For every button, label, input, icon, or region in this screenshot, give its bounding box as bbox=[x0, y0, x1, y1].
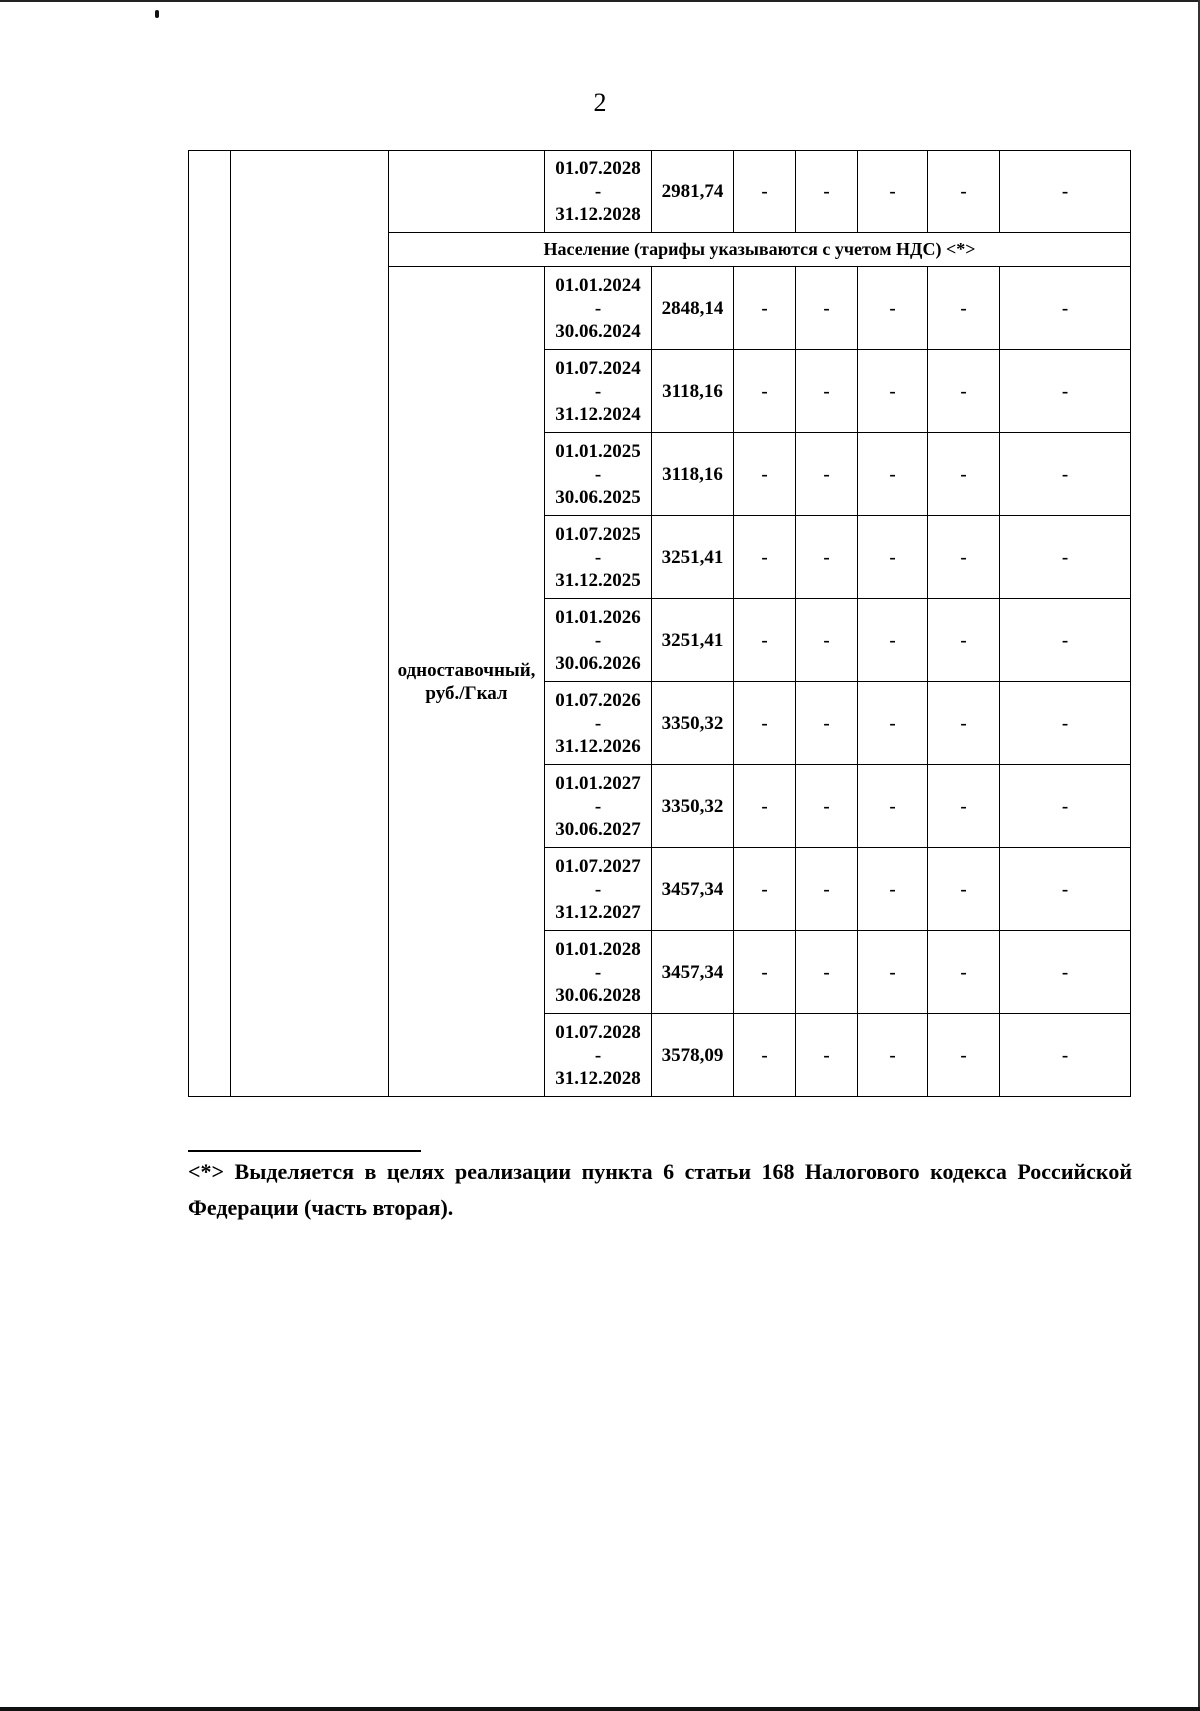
period-cell bbox=[545, 151, 652, 233]
dash-cell: - bbox=[928, 267, 1000, 350]
period-end: 30.06.2025 bbox=[555, 486, 641, 508]
organization-column bbox=[231, 151, 389, 1097]
dash-cell: - bbox=[796, 931, 858, 1014]
period-cell bbox=[545, 765, 652, 848]
tariff-value: 3118,16 bbox=[652, 433, 734, 516]
dash-cell: - bbox=[858, 931, 928, 1014]
dash-cell: - bbox=[858, 765, 928, 848]
footnote-text: <*> Выделяется в целях реализации пункта 6 статьи 168 Налогового кодекса Российской Федерации (часть вторая). bbox=[188, 1159, 1132, 1220]
dash-cell: - bbox=[796, 516, 858, 599]
footnote-rule bbox=[188, 1150, 421, 1152]
dash-cell: - bbox=[734, 682, 796, 765]
period-end: 31.12.2027 bbox=[555, 901, 641, 923]
dash-cell: - bbox=[928, 931, 1000, 1014]
dash-cell: - bbox=[928, 848, 1000, 931]
dash-cell: - bbox=[1000, 151, 1131, 233]
period-separator: - bbox=[594, 878, 602, 900]
dash-cell: - bbox=[1000, 433, 1131, 516]
period-start: 01.07.2028 bbox=[555, 1021, 641, 1043]
dash-cell: - bbox=[858, 1014, 928, 1097]
dash-cell: - bbox=[858, 848, 928, 931]
tariff-value: 3350,32 bbox=[652, 682, 734, 765]
period-start: 01.01.2025 bbox=[555, 440, 641, 462]
tariff-type-label: одноставочный, bbox=[397, 659, 536, 681]
period-end: 30.06.2027 bbox=[555, 818, 641, 840]
period-start: 01.01.2026 bbox=[555, 606, 641, 628]
scan-edge-top bbox=[0, 0, 1200, 2]
period-start: 01.07.2025 bbox=[555, 523, 641, 545]
period-start: 01.07.2026 bbox=[555, 689, 641, 711]
dash-cell: - bbox=[858, 516, 928, 599]
dash-cell: - bbox=[796, 267, 858, 350]
tariff-value: 3457,34 bbox=[652, 931, 734, 1014]
scan-edge-bottom bbox=[0, 1707, 1200, 1711]
dash-cell: - bbox=[734, 931, 796, 1014]
tariff-value: 3251,41 bbox=[652, 599, 734, 682]
dash-cell: - bbox=[734, 350, 796, 433]
scan-speck bbox=[155, 10, 159, 18]
tariff-value: 3578,09 bbox=[652, 1014, 734, 1097]
dash-cell: - bbox=[796, 1014, 858, 1097]
period-end: 31.12.2024 bbox=[555, 403, 641, 425]
dash-cell: - bbox=[796, 350, 858, 433]
period-end: 30.06.2028 bbox=[555, 984, 641, 1006]
tariff-value: 2848,14 bbox=[652, 267, 734, 350]
period-separator: - bbox=[594, 795, 602, 817]
dash-cell: - bbox=[1000, 931, 1131, 1014]
period-cell bbox=[545, 433, 652, 516]
period-start: 01.07.2028 bbox=[555, 158, 641, 179]
period-cell bbox=[545, 350, 652, 433]
dash-cell: - bbox=[858, 350, 928, 433]
period-end: 30.06.2024 bbox=[555, 320, 641, 342]
period-separator: - bbox=[594, 629, 602, 651]
period-end: 30.06.2026 bbox=[555, 652, 641, 674]
tariff-value: 2981,74 bbox=[652, 151, 734, 233]
tariff-type-cell bbox=[389, 151, 545, 233]
dash-cell: - bbox=[928, 433, 1000, 516]
period-cell bbox=[545, 516, 652, 599]
dash-cell: - bbox=[734, 267, 796, 350]
dash-cell: - bbox=[734, 151, 796, 233]
dash-cell: - bbox=[796, 765, 858, 848]
period-end: 31.12.2025 bbox=[555, 569, 641, 591]
dash-cell: - bbox=[1000, 599, 1131, 682]
dash-cell: - bbox=[1000, 350, 1131, 433]
dash-cell: - bbox=[928, 765, 1000, 848]
period-separator: - bbox=[594, 1044, 602, 1066]
page-number: 2 bbox=[593, 88, 607, 117]
period-start: 01.01.2028 bbox=[555, 938, 641, 960]
dash-cell: - bbox=[1000, 1014, 1131, 1097]
group-header: Население (тарифы указываются с учетом НДС) <*> bbox=[389, 233, 1131, 267]
index-column bbox=[189, 151, 231, 1097]
period-cell bbox=[545, 267, 652, 350]
period-start: 01.07.2024 bbox=[555, 357, 641, 379]
dash-cell: - bbox=[928, 1014, 1000, 1097]
period-separator: - bbox=[594, 463, 602, 485]
dash-cell: - bbox=[734, 848, 796, 931]
period-start: 01.01.2024 bbox=[555, 274, 641, 296]
tariff-type-label: руб./Гкал bbox=[425, 682, 508, 704]
dash-cell: - bbox=[928, 350, 1000, 433]
tariff-value: 3350,32 bbox=[652, 765, 734, 848]
dash-cell: - bbox=[796, 599, 858, 682]
period-start: 01.01.2027 bbox=[555, 772, 641, 794]
dash-cell: - bbox=[1000, 682, 1131, 765]
dash-cell: - bbox=[858, 682, 928, 765]
period-separator: - bbox=[594, 546, 602, 568]
period-cell bbox=[545, 682, 652, 765]
dash-cell: - bbox=[928, 151, 1000, 233]
dash-cell: - bbox=[858, 151, 928, 233]
period-start: 01.07.2027 bbox=[555, 855, 641, 877]
dash-cell: - bbox=[796, 433, 858, 516]
period-separator: - bbox=[594, 712, 602, 734]
dash-cell: - bbox=[1000, 267, 1131, 350]
tariff-table bbox=[188, 150, 1131, 1097]
tariff-value: 3251,41 bbox=[652, 516, 734, 599]
dash-cell: - bbox=[734, 599, 796, 682]
period-cell bbox=[545, 931, 652, 1014]
period-end: 31.12.2028 bbox=[555, 204, 641, 225]
dash-cell: - bbox=[928, 516, 1000, 599]
dash-cell: - bbox=[928, 682, 1000, 765]
dash-cell: - bbox=[858, 433, 928, 516]
period-end: 31.12.2028 bbox=[555, 1067, 641, 1089]
tariff-value: 3457,34 bbox=[652, 848, 734, 931]
dash-cell: - bbox=[1000, 516, 1131, 599]
table-row bbox=[189, 151, 1131, 233]
dash-cell: - bbox=[796, 151, 858, 233]
dash-cell: - bbox=[1000, 765, 1131, 848]
period-cell bbox=[545, 848, 652, 931]
period-separator: - bbox=[594, 961, 602, 983]
tariff-value: 3118,16 bbox=[652, 350, 734, 433]
dash-cell: - bbox=[858, 267, 928, 350]
dash-cell: - bbox=[734, 765, 796, 848]
period-cell bbox=[545, 599, 652, 682]
period-separator: - bbox=[594, 297, 602, 319]
period-cell bbox=[545, 1014, 652, 1097]
dash-cell: - bbox=[858, 599, 928, 682]
dash-cell: - bbox=[734, 516, 796, 599]
period-separator: - bbox=[594, 380, 602, 402]
dash-cell: - bbox=[796, 682, 858, 765]
dash-cell: - bbox=[796, 848, 858, 931]
dash-cell: - bbox=[734, 433, 796, 516]
dash-cell: - bbox=[928, 599, 1000, 682]
period-separator: - bbox=[594, 181, 602, 202]
dash-cell: - bbox=[1000, 848, 1131, 931]
dash-cell: - bbox=[734, 1014, 796, 1097]
period-end: 31.12.2026 bbox=[555, 735, 641, 757]
tariff-type-cell bbox=[389, 267, 545, 1097]
